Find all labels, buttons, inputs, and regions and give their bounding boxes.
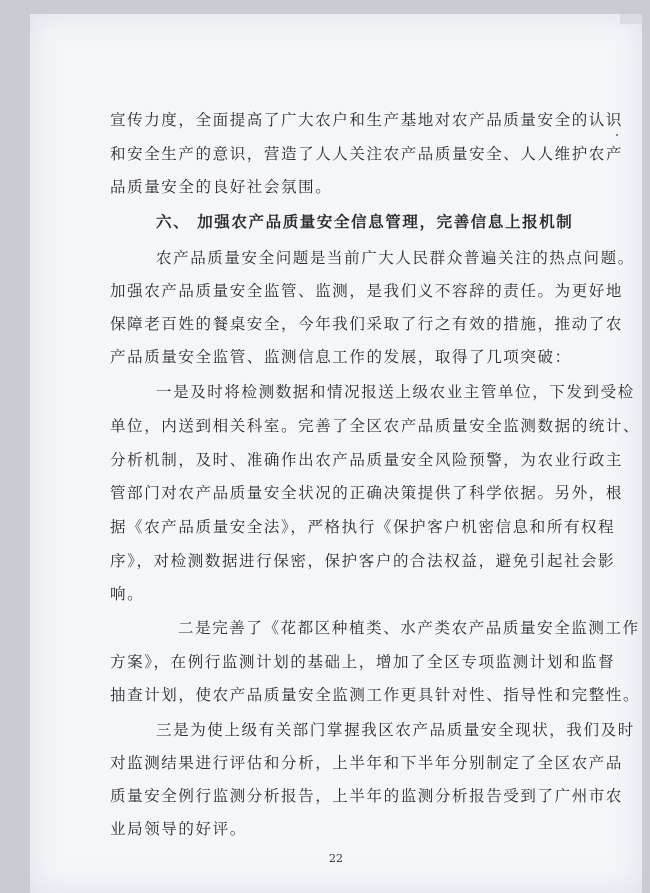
body-text-line: 响。	[110, 585, 145, 603]
body-text-line: 管部门对农产品质量安全状况的正确决策提供了科学依据。另外，根	[110, 484, 624, 502]
body-text-line: 产品质量安全监管、监测信息工作的发展，取得了几项突破：	[110, 348, 572, 366]
body-text-line: 方案》，在例行监测计划的基础上，增加了全区专项监测计划和监督	[110, 653, 616, 671]
body-text-line: 品质量安全的良好社会氛围。	[110, 178, 333, 196]
body-text-line: 宣传力度，全面提高了广大农户和生产基地对农产品质量安全的认识	[110, 111, 624, 129]
section-heading: 六、 加强农产品质量安全信息管理，完善信息上报机制	[156, 212, 574, 231]
body-text-line: 据《农产品质量安全法》，严格执行《保护客户机密信息和所有权程	[110, 518, 616, 536]
body-text-line: 单位，内送到相关科室。完善了全区农产品质量安全监测数据的统计、	[110, 417, 641, 435]
body-text-line: 序》，对检测数据进行保密，保护客户的合法权益，避免引起社会影	[110, 552, 616, 570]
body-text-line: 质量安全例行监测分析报告，上半年的监测分析报告受到了广州市农	[110, 787, 624, 805]
body-text-line: 二是完善了《花都区种植类、水产类农产品质量安全监测工作	[178, 619, 640, 637]
body-text-line: 三是为使上级有关部门掌握我区农产品质量安全现状，我们及时	[156, 721, 635, 739]
body-text-line: 保障老百姓的餐桌安全，今年我们采取了行之有效的措施，推动了农	[110, 315, 624, 333]
body-text-line: 业局领导的好评。	[110, 820, 247, 838]
page-corner	[620, 14, 642, 24]
body-text-line: 一是及时将检测数据和情况报送上级农业主管单位，下发到受检	[156, 383, 635, 401]
body-text-line: 分析机制，及时、准确作出农产品质量安全风险预警，为农业行政主	[110, 451, 624, 469]
scan-speck	[616, 134, 618, 136]
body-text-line: 加强农产品质量安全监管、监测，是我们义不容辞的责任。为更好地	[110, 282, 624, 300]
body-text-line: 抽查计划，使农产品质量安全监测工作更具针对性、指导性和完整性。	[110, 686, 641, 704]
document-page	[30, 14, 642, 893]
body-text-line: 农产品质量安全问题是当前广大人民群众普遍关注的热点问题。	[156, 249, 635, 267]
body-text-line: 和安全生产的意识，营造了人人关注农产品质量安全、人人维护农产	[110, 145, 624, 163]
body-text-line: 对监测结果进行评估和分析，上半年和下半年分别制定了全区农产品	[110, 754, 624, 772]
page-number: 22	[329, 852, 343, 865]
